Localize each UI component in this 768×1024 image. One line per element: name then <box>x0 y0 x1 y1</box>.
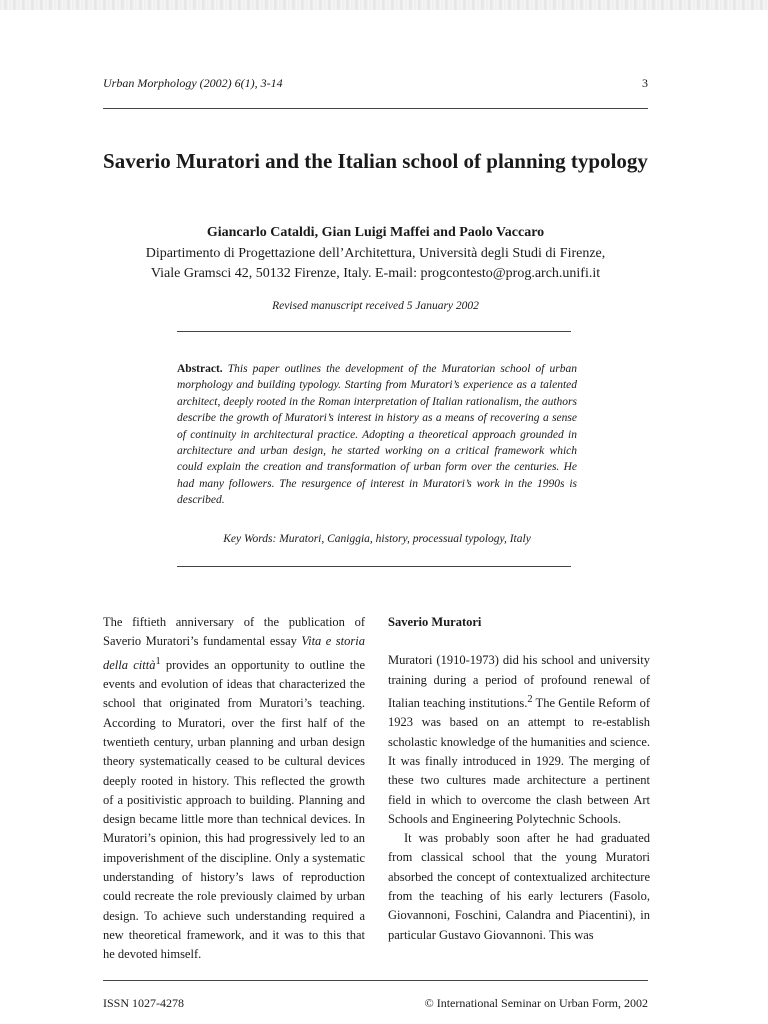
body-paragraph <box>103 613 365 965</box>
footnote-marker: 2 <box>527 693 533 705</box>
body-column-right <box>388 613 650 945</box>
abstract-text: This paper outlines the development of the Muratorian school of urban morphology and building typology. Starting from Muratori’s experience as a talented architect, deeply rooted in the Roman interpretation of Italian rationalism, the authors describe the growth of Muratori’s interest in history as a means of recovering a sense of continuity in architectural practice. Adopting a theoretical approach grounded in architecture and urban design, he started working on a critical framework which could explain the creation and transformation of urban form over the centuries. He had many followers. The resurgence of interest in Muratori’s work in the 1990s is described. <box>177 363 577 507</box>
body-column-left <box>103 613 365 965</box>
paragraph-text: provides an opportunity to outline the events and evolution of ideas that characterized the school that originated from Muratori’s teaching. According to Muratori, over the first half of the twentieth century, urban planning and urban design theory systematically ceased to be cultural devices deeply rooted in history. This reflected the growth of a positivistic approach to building. Planning and design became little more than technical devices. In Muratori’s opinion, this had progressively led to an impoverishment of the discipline. Only a systematic understanding of history’s laws of reproduction could recreate the role previously claimed by urban design. To achieve such understanding required a new theoretical framework, and it was to this that he devoted himself. <box>103 657 365 962</box>
paragraph-text: The Gentile Reform of 1923 was based on an attempt to re-establish scholastic knowledge of the humanities and science. It was finally introduced in 1929. The merging of these two cultures made architecture a pertinent field in which to overcome the clash between Art Schools and Engineering Polytechnic Schools. <box>388 696 650 826</box>
body-paragraph <box>388 651 650 829</box>
abstract-bottom-rule <box>177 566 571 567</box>
affiliation-line-1: Dipartimento di Progettazione dell’Architettura, Università degli Studi di Firenze, <box>145 246 606 261</box>
abstract-top-rule <box>177 331 571 332</box>
page-number: 3 <box>642 76 648 90</box>
page-footer <box>103 996 648 1011</box>
affiliation-line-2: Viale Gramsci 42, 50132 Firenze, Italy. E-mail: progcontesto@prog.arch.unifi.it <box>150 266 601 281</box>
scan-artifact-strip <box>0 0 768 10</box>
article-authors: Giancarlo Cataldi, Gian Luigi Maffei and Paolo Vaccaro <box>206 225 545 240</box>
section-heading: Saverio Muratori <box>388 615 482 629</box>
footer-rule <box>103 980 648 981</box>
header-rule <box>103 108 648 109</box>
body-paragraph: It was probably soon after he had graduated from classical school that the young Muratori absorbed the concept of contextualized architecture from the teaching of his early lecturers (Fasolo, Giovannoni, Foschini, Calandra and Piacentini), in particular Gustavo Giovannoni. This was <box>388 831 650 942</box>
abstract <box>177 361 577 509</box>
author-affiliation <box>95 244 656 284</box>
journal-citation: Urban Morphology (2002) 6(1), 3-14 <box>103 76 283 90</box>
abstract-label: Abstract. <box>177 363 223 375</box>
paragraph-text: Muratori (1910-1973) did his school and university training during a period of profound renewal of Italian teaching institutions. <box>388 653 650 711</box>
copyright-notice: © International Seminar on Urban Form, 2002 <box>424 996 648 1010</box>
keywords: Key Words: Muratori, Caniggia, history, processual typology, Italy <box>223 533 531 545</box>
footnote-marker: 1 <box>155 655 161 667</box>
article-title: Saverio Muratori and the Italian school of planning typology <box>103 149 648 173</box>
running-head <box>103 76 648 91</box>
issn: ISSN 1027-4278 <box>103 996 185 1010</box>
cited-work-title: Vita e storia della città <box>103 634 365 672</box>
paragraph-text: The fiftieth anniversary of the publication of Saverio Muratori’s fundamental essay <box>103 615 365 649</box>
received-date: Revised manuscript received 5 January 2002 <box>272 300 479 312</box>
